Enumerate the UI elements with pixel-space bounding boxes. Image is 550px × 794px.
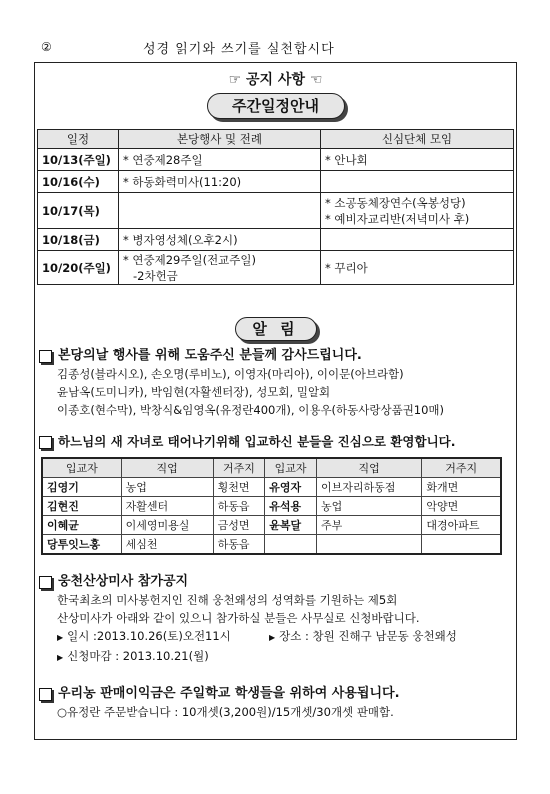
newcomer-residence: 하동읍 [213, 535, 265, 555]
schedule-date: 10/17(목) [38, 193, 119, 229]
newcomer-residence: 화개면 [422, 478, 501, 497]
schedule-header-row [38, 130, 514, 149]
schedule-main-event [119, 193, 321, 229]
schedule-date: 10/16(수) [38, 171, 119, 193]
schedule-row [38, 149, 514, 171]
newcomer-job: 이브자리하동점 [316, 478, 421, 497]
column-header: 일정 [38, 130, 119, 149]
farm-heading [39, 685, 512, 703]
column-header: 신심단체 모임 [321, 130, 514, 149]
pilgrimage-date [57, 627, 269, 647]
newcomer-job: 주부 [316, 516, 421, 535]
newcomer-name: 당투잇느홍 [42, 535, 121, 555]
thanks-heading [39, 347, 512, 365]
triangle-bullet-icon: ▶ [269, 633, 276, 642]
schedule-row [38, 171, 514, 193]
newcomer-residence [422, 535, 501, 555]
newcomer-residence: 하동읍 [213, 497, 265, 516]
checkbox-square-icon [39, 436, 52, 449]
schedule-main-event-line: * 연중제29주일(전교주일) [123, 252, 256, 267]
schedule-date: 10/18(금) [38, 229, 119, 251]
schedule-group-event-line: * 꾸리아 [325, 260, 368, 275]
farm-title: 우리농 판매이익금은 주일학교 학생들을 위하여 사용됩니다. [58, 686, 400, 701]
column-header: 입교자 [265, 458, 317, 478]
newcomer-job: 세심천 [121, 535, 213, 555]
column-header: 거주지 [422, 458, 501, 478]
newcomer-job: 이세영미용실 [121, 516, 213, 535]
newcomer-residence: 악양면 [422, 497, 501, 516]
column-header: 입교자 [42, 458, 121, 478]
triangle-bullet-icon: ▶ [57, 653, 64, 662]
schedule-group-event-line: * 예비자교리반(저녁미사 후) [325, 211, 470, 226]
farm-line: ○유정란 주문받습니다 : 10개셋(3,200원)/15개셋/30개셋 판매함. [57, 705, 394, 719]
newcomers-header-row [42, 458, 501, 478]
schedule-row [38, 229, 514, 251]
column-header: 직업 [316, 458, 421, 478]
schedule-group-event-line: * 안나회 [325, 152, 368, 167]
thanks-line: 김종성(블라시오), 손오명(루비노), 이영자(마리아), 이이문(아브라함) [57, 367, 404, 381]
newcomer-name: 유석용 [265, 497, 317, 516]
newcomer-row [42, 535, 501, 555]
schedule-main-event [119, 251, 321, 285]
schedule-group-event [321, 251, 514, 285]
newcomers-heading [39, 433, 512, 451]
newcomer-residence: 대경아파트 [422, 516, 501, 535]
pilgrimage-line: 한국최초의 미사봉헌지인 진해 웅천왜성의 성역화를 기원하는 제5회 [57, 593, 398, 607]
thanks-line: 이종호(현수막), 박창식&임영옥(유정란400개), 이용우(하동사랑상품권10매) [57, 403, 445, 417]
schedule-main-event-line: * 하동화력미사(11:20) [123, 174, 242, 189]
schedule-group-event [321, 171, 514, 193]
newcomer-name: 김영기 [42, 478, 121, 497]
newcomer-residence: 횡천면 [213, 478, 265, 497]
thanks-section [39, 347, 512, 419]
bulletin-frame [34, 62, 517, 740]
pilgrimage-details [39, 627, 512, 647]
schedule-date: 10/13(주일) [38, 149, 119, 171]
newcomers-table [41, 457, 502, 555]
schedule-main-event [119, 149, 321, 171]
column-header: 본당행사 및 전례 [119, 130, 321, 149]
notice-title: ☞ 공지 사항 ☜ [228, 72, 323, 88]
newcomer-name [265, 535, 317, 555]
newcomer-name: 김현진 [42, 497, 121, 516]
schedule-group-event [321, 149, 514, 171]
thanks-line: 윤남옥(도미니카), 박임현(자활센터장), 성모회, 밀알회 [57, 385, 331, 399]
newcomers-section [39, 433, 512, 451]
checkbox-square-icon [39, 350, 52, 363]
newcomer-job: 농업 [121, 478, 213, 497]
newcomer-row [42, 497, 501, 516]
checkbox-square-icon [39, 576, 52, 589]
newcomer-name: 윤복달 [265, 516, 317, 535]
schedule-table [37, 129, 514, 285]
page-motto: 성경 읽기와 쓰기를 실천합시다 [143, 42, 335, 57]
newcomers-title: 하느님의 새 자녀로 태어나기위해 입교하신 분들을 진심으로 환영합니다. [58, 434, 456, 449]
pilgrimage-title: 웅천산상미사 참가공지 [58, 574, 189, 589]
newcomer-row [42, 516, 501, 535]
schedule-row [38, 251, 514, 285]
farm-section [39, 685, 512, 721]
newcomer-job: 자활센터 [121, 497, 213, 516]
pilgrimage-place [269, 627, 457, 647]
schedule-main-event [119, 171, 321, 193]
pilgrimage-section [39, 573, 512, 667]
schedule-main-event [119, 229, 321, 251]
newcomer-name: 이혜균 [42, 516, 121, 535]
announce-title: 알 림 [235, 317, 317, 341]
newcomer-residence: 금성면 [213, 516, 265, 535]
schedule-main-event-line: * 연중제28주일 [123, 152, 203, 167]
schedule-group-event-line: * 소공동체장연수(옥봉성당) [325, 195, 466, 210]
newcomer-job: 농업 [316, 497, 421, 516]
triangle-bullet-icon: ▶ [57, 633, 64, 642]
pilgrimage-heading [39, 573, 512, 591]
pilgrimage-date-text: 일시 :2013.10.26(토)오전11시 [67, 629, 231, 643]
newcomer-name: 유영자 [265, 478, 317, 497]
pilgrimage-deadline-text: 신청마감 : 2013.10.21(월) [67, 649, 209, 663]
schedule-date: 10/20(주일) [38, 251, 119, 285]
schedule-title: 주간일정안내 [207, 93, 345, 119]
schedule-main-event-line: -2차헌금 [133, 268, 178, 283]
column-header: 거주지 [213, 458, 265, 478]
page-number: ② [41, 40, 52, 54]
newcomer-job [316, 535, 421, 555]
newcomer-row [42, 478, 501, 497]
schedule-group-event [321, 193, 514, 229]
schedule-row [38, 193, 514, 229]
pilgrimage-place-text: 장소 : 창원 진해구 남문동 웅천왜성 [279, 629, 457, 643]
pilgrimage-line: 산상미사가 아래와 같이 있으니 참가하실 분들은 사무실로 신청바랍니다. [57, 611, 420, 625]
column-header: 직업 [121, 458, 213, 478]
thanks-title: 본당의날 행사를 위해 도움주신 분들께 감사드립니다. [58, 348, 362, 363]
schedule-main-event-line: * 병자영성체(오후2시) [123, 232, 238, 247]
pilgrimage-deadline [39, 647, 512, 667]
checkbox-square-icon [39, 688, 52, 701]
schedule-group-event [321, 229, 514, 251]
